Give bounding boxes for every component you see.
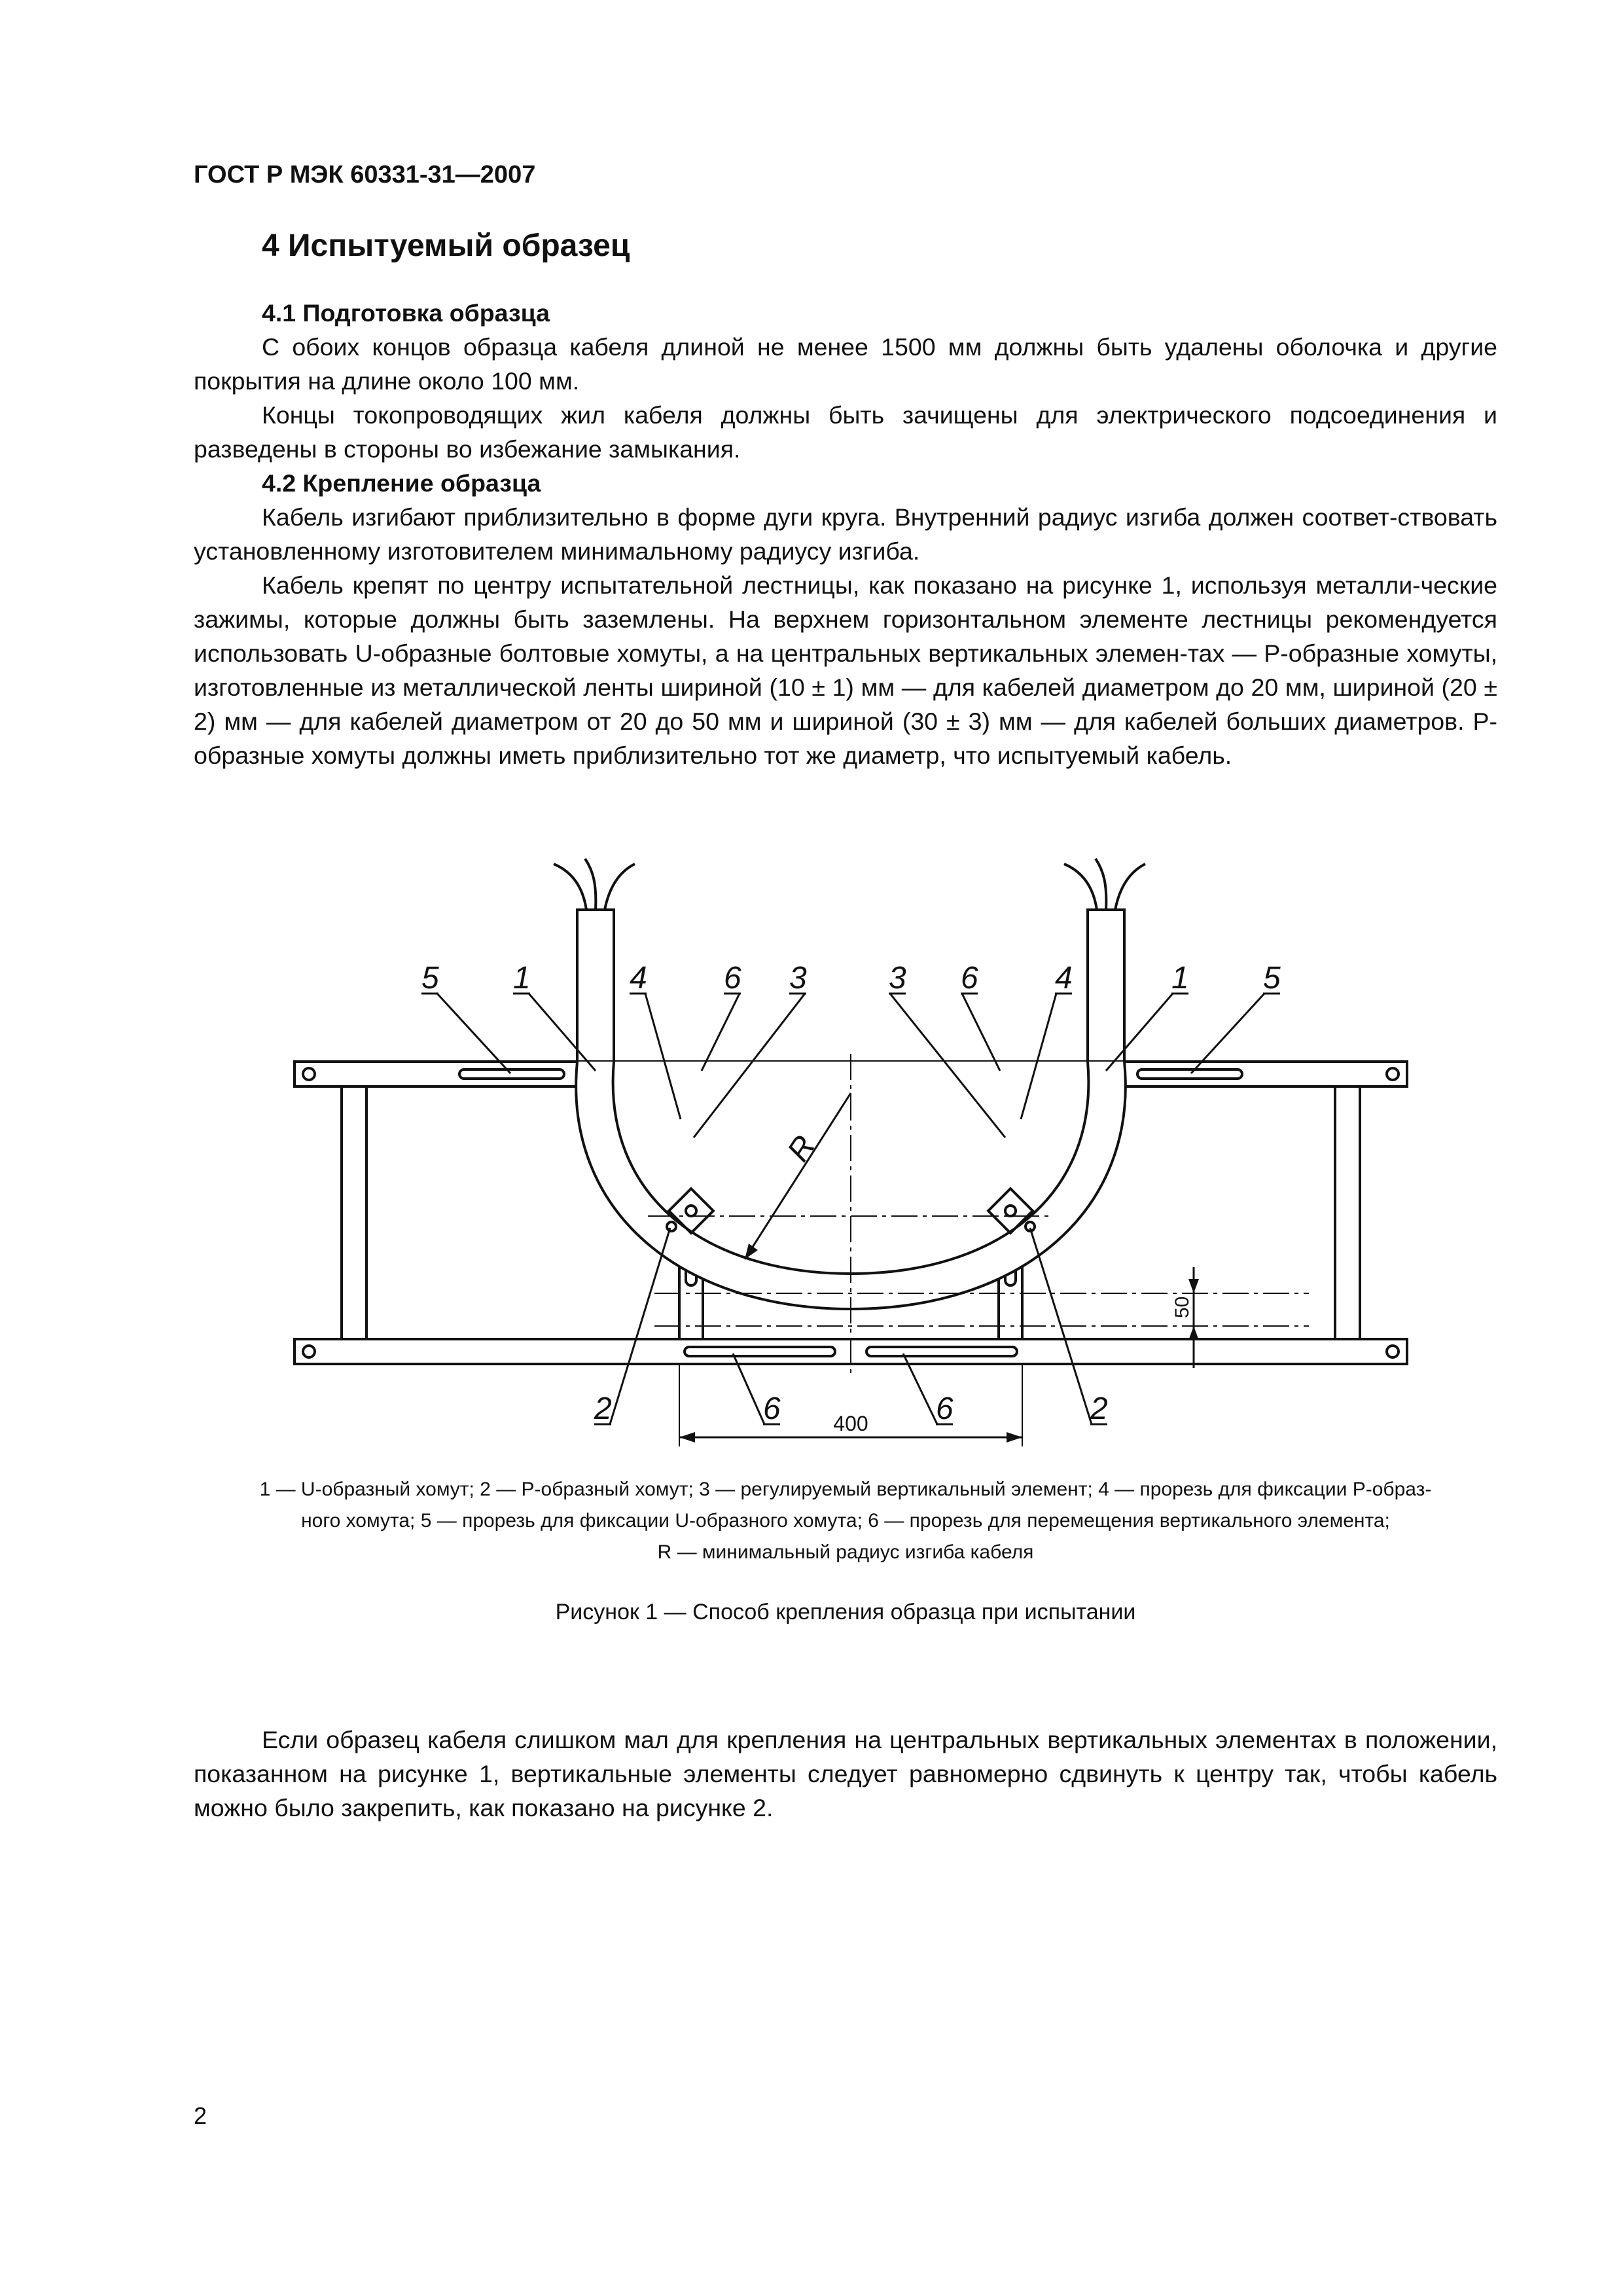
subsection-4-2-title: 4.2 Крепление образца — [262, 469, 541, 497]
label-5-left: 5 — [421, 961, 439, 996]
label-3-left: 3 — [789, 961, 807, 996]
paragraph: Кабель крепят по центру испытательной лестницы, как показано на рисунке 1, используя металли-ческие зажимы, которые должны быть заземлены. На верхнем горизонтальном элементе лестницы рекомендуется использовать U-образные болтовые хомуты, а на центральных вертикальных элемен-тах — P-образные хомуты, изготовленные из металлической ленты шириной (10 ± 1) мм — для кабелей диаметром до 20 мм, шириной (20 ± 2) мм — для кабелей диаметром от 20 до 50 мм и шириной (30 ± 3) мм — для кабелей больших диаметров. P-образные хомуты должны иметь приблизительно тот же диаметр, что испытуемый кабель. — [194, 571, 1497, 769]
cable-end — [577, 910, 614, 1062]
body-text-after-figure — [194, 1723, 1497, 1825]
body-text — [194, 296, 1497, 772]
slot-u-clamp — [1137, 1069, 1242, 1079]
end-upright — [1335, 1086, 1360, 1339]
label-6-bottom-left: 6 — [763, 1391, 781, 1426]
figure-caption: Рисунок 1 — Способ крепления образца при испытании — [555, 1600, 1136, 1624]
section-heading: 4 Испытуемый образец — [262, 228, 630, 263]
page-number: 2 — [194, 2102, 207, 2129]
paragraph: Концы токопроводящих жил кабеля должны быть зачищены для электрического подсоединения и разведены в стороны во избежание замыкания. — [194, 401, 1497, 463]
radius-label: R — [781, 1129, 823, 1168]
rail-hole — [303, 1346, 315, 1357]
subsection-4-1-title: 4.1 Подготовка образца — [262, 299, 550, 327]
cable-end — [1088, 910, 1124, 1062]
label-1-right: 1 — [1171, 961, 1189, 996]
dim-50-label: 50 — [1171, 1296, 1193, 1318]
label-3-right: 3 — [889, 961, 906, 996]
cable-wires — [554, 859, 635, 910]
label-5-right: 5 — [1263, 961, 1281, 996]
label-1-left: 1 — [513, 961, 531, 996]
paragraph: Кабель изгибают приблизительно в форме дуги круга. Внутренний радиус изгиба должен соответ-ствовать установленному изготовителем минимальному радиусу изгиба. — [194, 503, 1497, 565]
figure-legend — [194, 1474, 1497, 1568]
rail-hole — [1387, 1346, 1399, 1357]
figure-ladder-diagram — [275, 844, 1427, 1466]
label-2-right: 2 — [1090, 1391, 1108, 1426]
rail-hole — [1387, 1068, 1399, 1080]
label-6-bottom-right: 6 — [936, 1391, 954, 1426]
rail-hole — [303, 1068, 315, 1080]
slot-move — [685, 1347, 835, 1356]
slot-u-clamp — [459, 1069, 564, 1079]
end-upright — [342, 1086, 366, 1339]
page-header: ГОСТ Р МЭК 60331-31—2007 — [194, 161, 536, 188]
label-6-left: 6 — [724, 961, 741, 996]
paragraph: С обоих концов образца кабеля длиной не менее 1500 мм должны быть удалены оболочка и другие покрытия на длине около 100 мм. — [194, 333, 1497, 395]
slot-move — [866, 1347, 1017, 1356]
legend-line: 1 — U-образный хомут; 2 — P-образный хомут; 3 — регулируемый вертикальный элемент; 4 — прорезь для фиксации P-образ- — [259, 1479, 1432, 1500]
label-2-left: 2 — [594, 1391, 612, 1426]
label-4-left: 4 — [630, 961, 647, 996]
label-6-right: 6 — [961, 961, 978, 996]
legend-line: R — минимальный радиус изгиба кабеля — [657, 1541, 1034, 1563]
legend-line: ного хомута; 5 — прорезь для фиксации U-образного хомута; 6 — прорезь для перемещения вертикального элемента; — [301, 1510, 1390, 1532]
dim-400-label: 400 — [833, 1412, 868, 1435]
cable-wires — [1064, 859, 1145, 910]
label-4-right: 4 — [1055, 961, 1073, 996]
paragraph: Если образец кабеля слишком мал для крепления на центральных вертикальных элементах в положении, показанном на рисунке 1, вертикальные элементы следует равномерно сдвинуть к центру так, чтобы кабель можно было закрепить, как показано на рисунке 2. — [194, 1726, 1497, 1821]
